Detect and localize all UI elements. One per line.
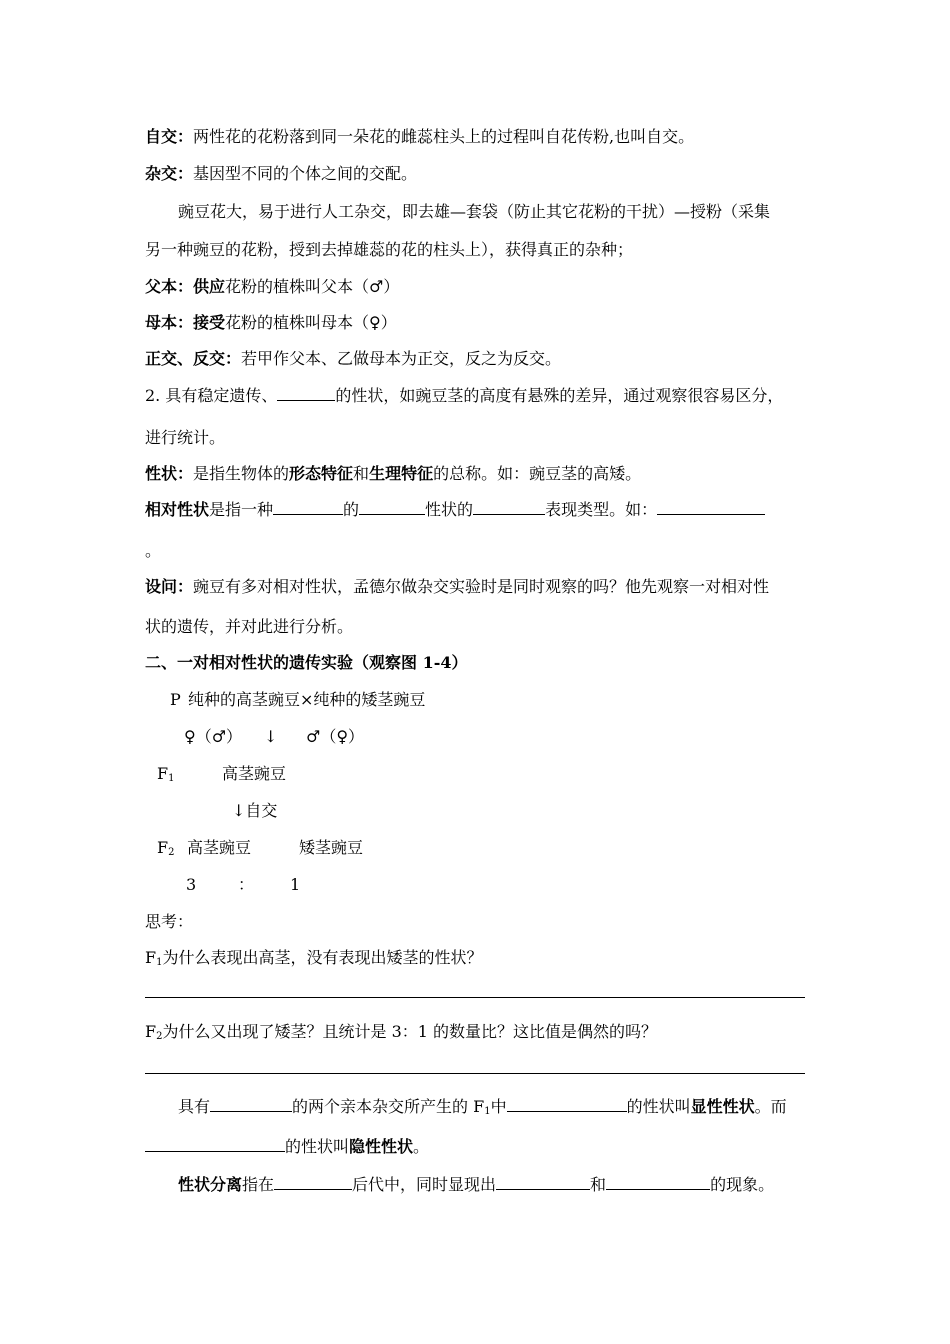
line-male-parent: 父本：供应花粉的植株叫父本（♂） [145, 277, 400, 296]
diagram-p-cross: 纯种的高茎豌豆×纯种的矮茎豌豆 [188, 690, 426, 709]
line-trait: 性状：是指生物体的形态特征和生理特征的总称。如：豌豆茎的高矮。 [145, 464, 642, 483]
fill-blank[interactable] [210, 1097, 292, 1112]
fill-blank[interactable] [496, 1175, 590, 1190]
diagram-sex-left: ♀（♂） [184, 727, 243, 746]
fill-blank[interactable] [145, 1137, 285, 1152]
diagram-self-cross: ↓自交 [232, 801, 278, 820]
line-question-2: 状的遗传，并对此进行分析。 [145, 617, 354, 636]
line-period: 。 [145, 541, 162, 560]
line-pea-hybrid-1: 豌豆花大，易于进行人工杂交，即去雄—套袋（防止其它花粉的干扰）—授粉（采集 [178, 202, 771, 221]
line-self-cross: 自交：两性花的花粉落到同一朵花的雌蕊柱头上的过程叫自花传粉,也叫自交。 [145, 127, 695, 146]
line-relative-trait: 相对性状是指一种 的 性状的 表现类型。如： [145, 499, 765, 521]
line-statistics: 进行统计。 [145, 428, 226, 447]
fill-blank[interactable] [359, 500, 425, 515]
diagram-f1-phenotype: 高茎豌豆 [222, 764, 287, 783]
line-recessive: 的性状叫隐性性状。 [145, 1136, 429, 1158]
diagram-ratio-colon: ： [238, 875, 255, 894]
diagram-f2-tall: 高茎豌豆 [187, 838, 252, 857]
question-f1: $F_1$为什么表现出高茎，没有表现出矮茎的性状？ [145, 948, 483, 968]
line-dominant: 具有 的两个亲本杂交所产生的 $F_1$中 的性状叫显性性状。而 [178, 1097, 787, 1117]
fill-blank[interactable] [277, 386, 335, 401]
section-heading: 二、一对相对性状的遗传实验（观察图 1-4） [145, 653, 468, 672]
line-reciprocal-cross: 正交、反交：若甲作父本、乙做母本为正交，反之为反交。 [145, 349, 562, 368]
fill-blank[interactable] [657, 500, 765, 515]
line-segregation: 性状分离指在 后代中，同时显现出 和 的现象。 [178, 1175, 775, 1194]
line-female-parent: 母本：接受花粉的植株叫母本（♀） [145, 313, 397, 332]
fill-blank[interactable] [273, 500, 343, 515]
diagram-ratio-1: 1 [290, 875, 301, 894]
diagram-ratio-3: 3 [186, 875, 197, 894]
diagram-arrow-down: ↓ [264, 727, 278, 746]
diagram-f2-short: 矮茎豌豆 [299, 838, 364, 857]
line-question-1: 设问：豌豆有多对相对性状，孟德尔做杂交实验时是同时观察的吗？他先观察一对相对性 [145, 577, 770, 596]
answer-line-1[interactable] [145, 997, 805, 998]
diagram-p-label: P [170, 690, 181, 709]
think-label: 思考： [145, 912, 194, 931]
question-f2: $F_2$为什么又出现了矮茎？且统计是 3：1 的数量比？这比值是偶然的吗？ [145, 1022, 658, 1042]
diagram-f1-label: $F_1$ [157, 764, 175, 784]
fill-blank[interactable] [606, 1175, 710, 1190]
line-item-2: 2. 具有稳定遗传、 的性状，如豌豆茎的高度有悬殊的差异，通过观察很容易区分， [145, 386, 784, 405]
fill-blank[interactable] [507, 1097, 627, 1112]
fill-blank[interactable] [473, 500, 545, 515]
line-hybrid: 杂交：基因型不同的个体之间的交配。 [145, 164, 418, 183]
answer-line-2[interactable] [145, 1073, 805, 1074]
line-pea-hybrid-2: 另一种豌豆的花粉，授到去掉雄蕊的花的柱头上），获得真正的杂种； [145, 240, 634, 259]
fill-blank[interactable] [274, 1175, 352, 1190]
diagram-f2-label: $F_2$ [157, 838, 175, 858]
diagram-sex-right: ♂（♀） [306, 727, 365, 746]
